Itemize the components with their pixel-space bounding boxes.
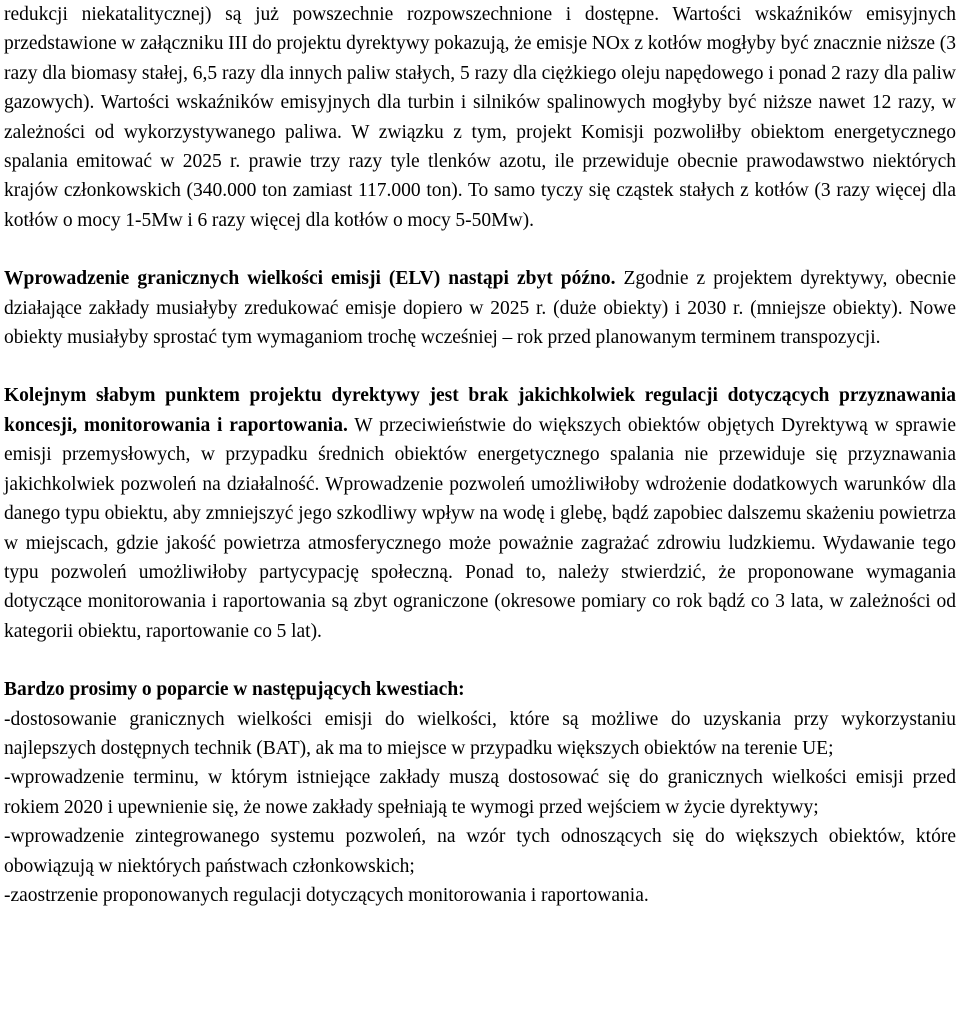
paragraph-emission-values: [4, 0, 956, 235]
appeal-item: -wprowadzenie zintegrowanego systemu pozwoleń, na wzór tych odnoszących się do większych obiektów, które obowiązują w niektórych państwach członkowskich;: [4, 826, 956, 877]
paragraph-spacer: [4, 352, 956, 381]
paragraph-bold-lead: Wprowadzenie granicznych wielkości emisji (ELV) nastąpi zbyt późno.: [4, 268, 616, 290]
paragraph-bold-lead: Kolejnym słabym punktem projektu dyrektywy jest brak jakichkolwiek regulacji dotyczących przyznawania koncesji, monitorowania i raportowania.: [4, 385, 956, 436]
paragraph-permits-monitoring: [4, 381, 956, 646]
appeal-item: -wprowadzenie terminu, w którym istniejące zakłady muszą dostosować się do granicznych wielkości emisji przed rokiem 2020 i upewnienie się, że nowe zakłady spełniają te wymogi przed wejściem w życie dyrektywy;: [4, 767, 956, 818]
paragraph-spacer: [4, 646, 956, 675]
appeal-heading-text: Bardzo prosimy o poparcie w następujących kwestiach:: [4, 679, 465, 701]
paragraph-text: W przeciwieństwie do większych obiektów objętych Dyrektywą w sprawie emisji przemysłowych, w przypadku średnich obiektów energetycznego spalania nie przewiduje się przyznawania jakichkolwiek pozwoleń na działalność. Wprowadzenie pozwoleń umożliwiłoby wdrożenie dodatkowych warunków dla danego typu obiektu, aby zmniejszyć jego szkodliwy wpływ na wodę i glebę, bądź zapobiec dalszemu skażeniu powietrza w miejscach, gdzie jakość powietrza atmosferycznego może poważnie zagrażać zdrowiu ludzkiemu. Wydawanie tego typu pozwoleń umożliwiłoby partycypację społeczną. Ponad to, należy stwierdzić, że proponowane wymagania dotyczące monitorowania i raportowania są zbyt ograniczone (okresowe pomiary co rok bądź co 3 lata, w zależności od kategorii obiektu, raportowanie co 5 lat).: [4, 414, 956, 642]
paragraph-text: Zgodnie z projektem dyrektywy, obecnie działające zakłady musiałyby zredukować emisje dopiero w 2025 r. (duże obiekty) i 2030 r. (mniejsze obiekty). Nowe obiekty musiałyby sprostać tym wymaganiom trochę wcześniej – rok przed planowanym terminem transpozycji.: [4, 268, 956, 349]
paragraph-elv-timing: [4, 264, 956, 352]
paragraph-spacer: [4, 235, 956, 264]
appeal-item: -zaostrzenie proponowanych regulacji dotyczących monitorowania i raportowania.: [4, 884, 649, 906]
appeal-heading: [4, 675, 956, 704]
appeal-item: -dostosowanie granicznych wielkości emisji do wielkości, które są możliwe do uzyskania przy wykorzystaniu najlepszych dostępnych technik (BAT), ak ma to miejsce w przypadku większych obiektów na terenie UE;: [4, 708, 956, 759]
paragraph-text: redukcji niekatalitycznej) są już powszechnie rozpowszechnione i dostępne. Wartości wskaźników emisyjnych przedstawione w załączniku III do projektu dyrektywy pokazują, że emisje NOx z kotłów mogłyby być znacznie niższe (3 razy dla biomasy stałej, 6,5 razy dla innych paliw stałych, 5 razy dla ciężkiego oleju napędowego i ponad 2 razy dla paliw gazowych). Wartości wskaźników emisyjnych dla turbin i silników spalinowych mogłyby być niższe nawet 12 razy, w zależności od wykorzystywanego paliwa. W związku z tym, projekt Komisji pozwoliłby obiektom energetycznego spalania emitować w 2025 r. prawie trzy razy tyle tlenków azotu, ile przewiduje obecnie prawodawstwo niektórych krajów członkowskich (340.000 ton zamiast 117.000 ton). To samo tyczy się cząstek stałych z kotłów (3 razy więcej dla kotłów o mocy 1-5Mw i 6 razy więcej dla kotłów o mocy 5-50Mw).: [4, 4, 956, 231]
